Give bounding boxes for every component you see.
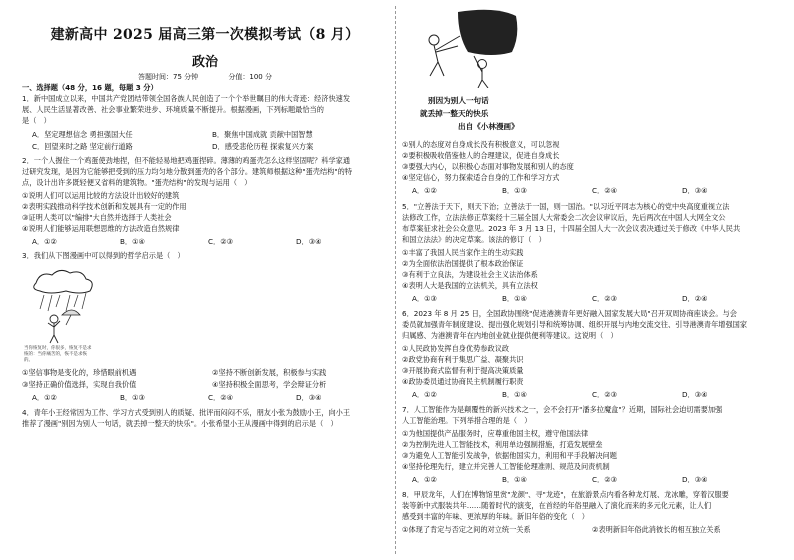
q7-item: ②为控制先进人工智能技术，利用单边强制措施，打造发展壁垒 bbox=[402, 440, 603, 449]
exam-time: 答题时间：75 分钟 bbox=[138, 73, 199, 81]
exam-meta bbox=[22, 72, 388, 82]
q3-item: ④坚持积极全面思考，学会辩证分析 bbox=[212, 380, 327, 389]
q7-item: ①为他国提供产品服务时，应尊重他国主权，遵守他国法律 bbox=[402, 429, 589, 438]
q5-item: ①丰富了我国人民当家作主的生动实践 bbox=[402, 248, 524, 257]
q4-item: ③要强大内心，以积极心态面对事物发展和别人的态度 bbox=[402, 162, 574, 171]
exam-title: 建新高中 2025 届高三第一次模拟考试（8 月） bbox=[50, 27, 360, 43]
q1-stem-line: 1．新中国成立以来，中国共产党团结带领全国各族人民创造了一个个举世瞩目的伟大奇迹：经济快速发 bbox=[22, 94, 351, 103]
q1-stem-line: 展、人民生活显著改善、社会事业繁荣进步、环境质量不断提升。根据漫画，下列标题最恰当的 bbox=[22, 105, 324, 114]
q1-option-b: B．聚焦中国成就 贡献中国智慧 bbox=[212, 130, 313, 139]
q6-option-a: A．①② bbox=[412, 390, 437, 399]
q7-item: ④坚持伦理先行，建立并完善人工智能伦理准则、规范及问责机制 bbox=[402, 462, 610, 471]
q4-item: ②要积极吸收借鉴他人的合理建议，促进自身成长 bbox=[402, 151, 560, 160]
q3-cartoon-image bbox=[26, 265, 100, 345]
cartoon-caption-line: 别因为别人一句话 bbox=[428, 96, 489, 105]
q7-option-d: D．③④ bbox=[682, 475, 708, 484]
q4-item: ④坚定信心，努力探索适合自身的工作和学习方式 bbox=[402, 173, 560, 182]
q7-stem-line: 7．人工智能作为是颠覆性的新兴技术之一，会不会打开"潘多拉魔盒"？近期，国际社会迫切需要加强 bbox=[402, 405, 723, 414]
q4-cartoon-image bbox=[412, 6, 522, 88]
q2-stem-line: 2．一个人握住一个鸡蛋使劲地捏，但不能轻易地把鸡蛋捏碎。薄薄的鸡蛋壳怎么这样坚固呢？科学家通 bbox=[22, 156, 351, 165]
q2-item: ③证明人类可以"编排"大自然并选择于人类社会 bbox=[22, 213, 172, 222]
q5-stem-line: 法修改工作，立法法修正草案经十三届全国人大常委会二次会议审议后，先后两次在中国人大网全文公 bbox=[402, 213, 726, 222]
q5-option-a: A．①③ bbox=[412, 294, 437, 303]
q6-stem-line: 6．2023 年 8 月 25 日，全国政协围绕"促进港澳青年更好融入国家发展大局"召开双周协商座谈会。与会 bbox=[402, 309, 737, 318]
q8-stem-line: 装等新中式服装共年……随着时代的演变，在首经的年俗里融入了演化而来的多元化元素，让人们 bbox=[402, 501, 712, 510]
q1-option-a: A．坚定理想信念 勇担强国大任 bbox=[32, 130, 133, 139]
q4-stem-line: 4．青年小王经常因为工作、学习方式受到别人的质疑、批评而闷闷不乐，朋友小张为鼓励小王，向小王 bbox=[22, 408, 351, 417]
q2-stem-line: 点，设计出许多既轻便又省料的建筑物。"蛋壳结构"的发现与运用（ ） bbox=[22, 178, 252, 187]
column-divider bbox=[395, 6, 396, 554]
q4-option-b: B．①③ bbox=[502, 186, 528, 195]
q3-option-a: A．①② bbox=[32, 393, 57, 402]
q2-option-c: C．②③ bbox=[208, 237, 234, 246]
q4-item: ①别人的态度对自身成长没有积极意义，可以忽视 bbox=[402, 140, 560, 149]
q6-item: ③开展协商式监督有利于提高决策质量 bbox=[402, 366, 524, 375]
q4-stem-line: 推荐了漫画"别因为别人一句话，就丢掉一整天的快乐"。小张希望小王从漫画中得到的启示是（ ） bbox=[22, 419, 338, 428]
q5-option-b: B．①④ bbox=[502, 294, 528, 303]
q8-item: ①体现了肯定与否定之间的对立统一关系 bbox=[402, 525, 531, 534]
q6-item: ④政协委员通过协商民主机制履行职责 bbox=[402, 377, 524, 386]
q7-stem-line: 人工智能治理。下列举措合理的是（ ） bbox=[402, 416, 532, 425]
q7-option-c: C．②③ bbox=[592, 475, 618, 484]
q6-option-d: D．③④ bbox=[682, 390, 708, 399]
section-heading: 一、选择题（48 分，16 题，每题 3 分） bbox=[22, 83, 158, 92]
q5-option-d: D．②④ bbox=[682, 294, 708, 303]
q8-stem-line: 感受到丰富的年味、更浓厚的年味。新旧年俗的变化（ ） bbox=[402, 512, 589, 521]
q3-item: ③坚持正确价值选择，实现自我价值 bbox=[22, 380, 137, 389]
q5-item: ②为全面依法治国提供了根本政治保证 bbox=[402, 259, 524, 268]
q1-option-d: D．感受悲伦历程 探索复兴方案 bbox=[212, 142, 314, 151]
cartoon-caption-line: 就丢掉一整天的快乐 bbox=[420, 109, 489, 118]
exam-score: 分值：100 分 bbox=[228, 73, 272, 81]
q6-option-c: C．②③ bbox=[592, 390, 618, 399]
q2-item: ④说明人们能够运用联想思维的方法改造自然规律 bbox=[22, 224, 180, 233]
q3-option-c: C．②④ bbox=[208, 393, 234, 402]
q6-stem-line: 委员就加强青年制度建设、提出强化规划引导和统筹协调、组织开展与内地交流交往、引导港澳青年增强国家 bbox=[402, 320, 748, 329]
q3-item: ②坚持不断创新发展，积极参与实践 bbox=[212, 368, 327, 377]
q3-option-b: B．①③ bbox=[120, 393, 146, 402]
q4-option-c: C．②④ bbox=[592, 186, 618, 195]
q8-stem-line: 8．甲辰龙年，人们在博物馆里赏"龙颜"、寻"龙迹"，在旅游景点内看各种龙灯展、龙冰雕，穿着汉服要 bbox=[402, 490, 729, 499]
q3-cartoon-caption: 当你恢复时，你很多，恢复不是求恢的：当你痛苦的，恢不是求恢的。 bbox=[24, 346, 92, 363]
q6-item: ①人民政协发挥自身优势参政议政 bbox=[402, 344, 510, 353]
q2-stem-line: 过研究发现，是因为它能够把受到的压力均匀地分散到蛋壳的各个部分。建筑师根据这种"蛋壳结构"的特 bbox=[22, 167, 353, 176]
q5-stem-line: 和国立法法》的决定草案。该法的修订（ ） bbox=[402, 235, 546, 244]
q5-option-c: C．②③ bbox=[592, 294, 618, 303]
q6-item: ②政党协商有利于集思广益、凝聚共识 bbox=[402, 355, 524, 364]
q2-item: ②表明实践推动科学技术创新和发展具有一定的作用 bbox=[22, 202, 187, 211]
q1-stem-line: 是（ ） bbox=[22, 116, 51, 125]
q5-stem-line: 布草案征求社会公众意见。2023 年 3 月 13 日，十四届全国人大一次会议表决通过关于修改《中华人民共 bbox=[402, 224, 741, 233]
q7-option-b: B．①④ bbox=[502, 475, 528, 484]
q3-item: ①坚信事物是变化的，珍惜眼前机遇 bbox=[22, 368, 137, 377]
q1-option-c: C．回望来时之路 坚定前行道路 bbox=[32, 142, 133, 151]
cartoon-source: 出自《小林漫画》 bbox=[458, 122, 519, 131]
q3-option-d: D．③④ bbox=[296, 393, 322, 402]
q2-option-b: B．①④ bbox=[120, 237, 146, 246]
q6-option-b: B．①④ bbox=[502, 390, 528, 399]
q2-item: ①说明人们可以运用比较的方法设计出较好的建筑 bbox=[22, 191, 180, 200]
q7-item: ③为避免人工智能引发战争，依据他国实力，利用和平手段解决问题 bbox=[402, 451, 617, 460]
q2-option-d: D．③④ bbox=[296, 237, 322, 246]
q5-stem-line: 5．"立善法于天下，则天下治；立善法于一国，则一国治。"以习近平同志为核心的党中央高度重视立法 bbox=[402, 202, 730, 211]
q3-stem: 3．我们从下图漫画中可以得到的哲学启示是（ ） bbox=[22, 251, 185, 260]
q6-stem-line: 归属感、为港澳青年在内地创业就业提供便利等建议。这说明（ ） bbox=[402, 331, 618, 340]
q7-option-a: A．①② bbox=[412, 475, 437, 484]
q5-item: ④表明人大是我国的立法机关，具有立法权 bbox=[402, 281, 538, 290]
q5-item: ③有利于立良法，为建设社会主义法治体系 bbox=[402, 270, 538, 279]
q4-option-a: A．①② bbox=[412, 186, 437, 195]
q2-option-a: A．①② bbox=[32, 237, 57, 246]
q4-option-d: D．③④ bbox=[682, 186, 708, 195]
exam-subject: 政治 bbox=[191, 55, 218, 70]
q8-item: ②表明新旧年俗此消彼长的相互独立关系 bbox=[592, 525, 721, 534]
